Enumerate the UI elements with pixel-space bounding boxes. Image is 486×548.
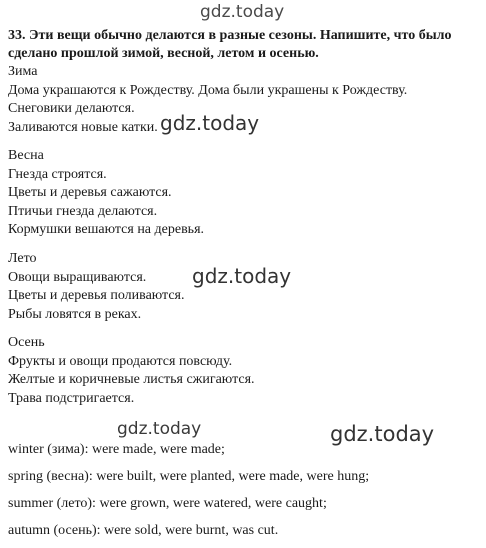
autumn-line-1: Фрукты и овощи продаются повсюду. bbox=[8, 353, 233, 369]
task-title bbox=[8, 27, 482, 63]
season-heading-summer: Лето bbox=[8, 251, 37, 266]
autumn-line-2: Желтые и коричневые листья сжигаются. bbox=[8, 372, 255, 387]
answer-spring: spring (весна): were built, were planted, were made, were hung; bbox=[8, 469, 370, 484]
winter-line-1: Дома украшаются к Рождеству. Дома были украшены к Рождеству. bbox=[8, 82, 408, 98]
watermark-low-right: gdz.today bbox=[330, 422, 435, 446]
season-heading-autumn: Осень bbox=[8, 335, 45, 350]
spring-line-2: Цветы и деревья сажаются. bbox=[8, 185, 172, 200]
spring-line-1: Гнезда строятся. bbox=[8, 166, 107, 182]
season-heading-spring: Весна bbox=[8, 148, 44, 163]
watermark-low-left: gdz.today bbox=[117, 419, 202, 439]
season-heading-winter: Зима bbox=[8, 64, 38, 79]
autumn-line-3: Трава подстригается. bbox=[8, 390, 135, 406]
watermark-mid-2: gdz.today bbox=[192, 264, 292, 288]
winter-line-3: Заливаются новые катки. bbox=[8, 119, 158, 135]
spring-line-3: Птичьи гнезда делаются. bbox=[8, 203, 158, 219]
watermark-top: gdz.today bbox=[200, 2, 285, 22]
task-title-line-2: сделано прошлой зимой, весной, летом и осенью. bbox=[8, 46, 319, 61]
summer-line-2: Цветы и деревья поливаются. bbox=[8, 288, 185, 303]
summer-line-1: Овощи выращиваются. bbox=[8, 269, 147, 285]
spring-line-4: Кормушки вешаются на деревья. bbox=[8, 222, 205, 237]
answer-winter: winter (зима): were made, were made; bbox=[8, 442, 225, 457]
season-block-autumn bbox=[8, 334, 482, 408]
season-block-spring bbox=[8, 147, 482, 240]
answer-autumn: autumn (осень): were sold, were burnt, was cut. bbox=[8, 523, 279, 538]
task-title-line-1: 33. Эти вещи обычно делаются в разные сезоны. Напишите, что было bbox=[8, 28, 452, 43]
winter-line-2: Снеговики делаются. bbox=[8, 101, 135, 116]
watermark-mid-1: gdz.today bbox=[160, 111, 260, 135]
summer-line-3: Рыбы ловятся в реках. bbox=[8, 306, 142, 322]
answer-summer: summer (лето): were grown, were watered, were caught; bbox=[8, 496, 327, 511]
